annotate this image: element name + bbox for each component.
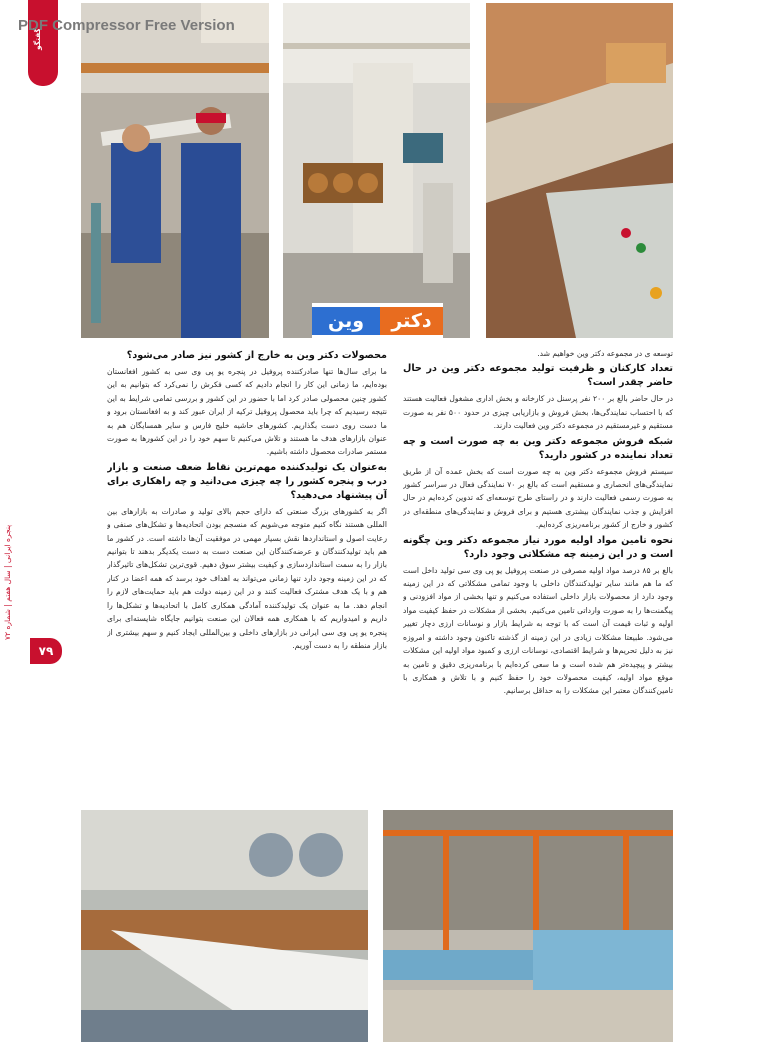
photo-profile-line-closeup	[81, 810, 368, 1042]
left-paragraph: ما برای سال‌ها تنها صادرکننده پروفیل در پنجره یو پی وی سی به کشور افغانستان بوده‌ایم، ما زمانی این کار را انجام دادیم که کسی فکرش را نمی‌کرد که بتوانیم به این کشور چنین محصولی صادر کرد اما با حضور در این کشور و بررسی تمامی شرایط به این نتیجه رسیدیم که چرا باید محصول پروفیل ترکیه از ایران عبور کند و به افغانستان برود و ما دست روی دست بگذاریم. کشورهای حاشیه خلیج فارس و سایر همسایگان هم به عنوان بازارهای هدف ما هستند و تلاش می‌کنیم تا سهم خود را در این کشورها به صورت مستمر صادرات محصول داشته باشیم.	[107, 367, 387, 457]
right-question: تعداد کارکنان و ظرفیت تولید مجموعه دکتر وین در حال حاضر چقدر است؟	[403, 363, 673, 389]
right-question: نحوه تامین مواد اولیه مورد نیاز مجموعه دکتر وین چگونه است و در این زمینه چه مشکلاتی وجود دارد؟	[403, 534, 673, 560]
right-question: شبکه فروش مجموعه دکتر وین به چه صورت است و چه تعداد نماینده در کشور دارید؟	[403, 435, 673, 461]
right-paragraph: بالغ بر ۸۵ درصد مواد اولیه مصرفی در صنعت پروفیل یو پی وی سی تولید داخل است که ما هم مانند سایر تولیدکنندگان داخلی با وجود تمامی مشکلاتی که در این زمینه وجود دارد از محصولات بازار داخلی استفاده می‌کنیم و تنها بخشی از مواد افزودنی و پیگمنت‌ها را به صورت وارداتی تامین می‌کنیم. بخشی از مشکلات در حفظ کیفیت مواد اولیه و ثبات قیمت آن است که با توجه به شرایط بازار و نوسانات ارزی دچار تغییر می‌شود. طبیعتا مشکلات زیادی در این زمینه از گذشته تاکنون وجود داشته و امروزه نیز به دلیل تحریم‌ها و شرایط اقتصادی، نوسانات ارزی و کمبود مواد اولیه این مشکلات بیشتر و پیچیده‌تر هم شده است و ما سعی کرده‌ایم با برنامه‌ریزی دقیق و تامین به موقع مواد اولیه، کیفیت محصولات خود را حفظ کنیم و با تلاش و همکاری با تامین‌کنندگان معتبر این مشکلات را به حداقل برسانیم.	[403, 565, 673, 696]
page-number: ۷۹	[30, 638, 62, 664]
line-illustration	[486, 3, 673, 338]
photo-workers-carrying-profile	[81, 3, 269, 338]
watermark: PDF Compressor Free Version	[18, 17, 235, 34]
magazine-tag: پنجره ایرانی | سال هفتم | شماره ۷۲	[3, 524, 12, 640]
right-paragraph: توسعه ی در مجموعه دکتر وین خواهیم شد.	[537, 349, 673, 358]
left-question: محصولات دکتر وین به خارج از کشور نیز صادر می‌شود؟	[126, 350, 387, 361]
logo-part-blue: وین	[312, 307, 380, 335]
warehouse-illustration	[383, 810, 673, 1042]
right-column	[403, 347, 673, 799]
logo-part-orange: دکتر	[380, 307, 443, 335]
workers-illustration	[81, 3, 269, 338]
left-paragraph: اگر به کشورهای بزرگ صنعتی که دارای حجم بالای تولید و صادرات به بازارهای بین المللی هستند نگاه کنیم متوجه می‌شویم که منسجم بودن اتحادیه‌ها و تشکل‌های صنفی و رعایت اصول و استانداردها نقش بسیار مهمی در موفقیت آن‌ها داشته است. در کشور ما هم باید تولیدکنندگان و عرضه‌کنندگان این صنعت دست به دست یکدیگر بدهند تا بتوانیم بازار را به سمت استانداردسازی و کیفیت بیشتر سوق دهیم. قوی‌ترین تشکل‌های تاثیرگذار که در این زمینه وجود دارد تنها زمانی می‌تواند به اهداف خود برسد که همه اعضا در کنار هم و با یک هدف مشترک فعالیت کنند و در این زمینه دولت هم باید حمایت‌های لازم را انجام دهد. ما به عنوان یک تولیدکننده آمادگی همکاری کامل با اتحادیه‌ها و تشکل‌ها را داریم و امیدواریم که با همکاری همه فعالان این صنعت بتوانیم جایگاه شایسته‌ای برای پنجره یو پی وی سی ایرانی در بازارهای داخلی و بین‌المللی ایجاد کنیم و سهم بیشتری از بازار منطقه را به دست آوریم.	[107, 506, 387, 650]
section-tab-label: گفتگو	[33, 28, 42, 50]
brand-logo	[312, 303, 443, 339]
machine-illustration	[283, 3, 470, 338]
closeup-illustration	[81, 810, 368, 1042]
left-question: به‌عنوان یک تولیدکننده مهم‌ترین نقاط ضعف صنعت و بازار درب و پنجره کشور را چه چیزی می‌دانید و چه راهکاری برای آن پیشنهاد می‌دهید؟	[107, 461, 387, 501]
photo-warehouse	[383, 810, 673, 1042]
right-paragraph: در حال حاضر بالغ بر ۲۰۰ نفر پرسنل در کارخانه و بخش اداری مشغول فعالیت هستند که با احتساب نمایندگی‌ها، بخش فروش و بازاریابی چیزی در حدود ۵۰۰ نفر به صورت مستقیم و غیرمستقیم در مجموعه دکتر وین فعالیت دارند.	[403, 394, 673, 431]
photo-production-line	[486, 3, 673, 338]
right-paragraph: سیستم فروش مجموعه دکتر وین به چه صورت است که بخش عمده آن از طریق نمایندگی‌های انحصاری و مستقیم است که بالغ بر ۷۰ نمایندگی فعال در سراسر کشور به صورت رسمی فعالیت دارند و در راستای طرح توسعه‌ای که تدوین کرده‌ایم در حال افزایش و جذب نمایندگان بیشتری هستیم و برای فروش و نمایندگی‌های منطقه‌ای در کشور و خارج از کشور برنامه‌ریزی کرده‌ایم.	[403, 466, 673, 530]
left-column	[107, 347, 387, 799]
photo-extrusion-machine	[283, 3, 470, 338]
